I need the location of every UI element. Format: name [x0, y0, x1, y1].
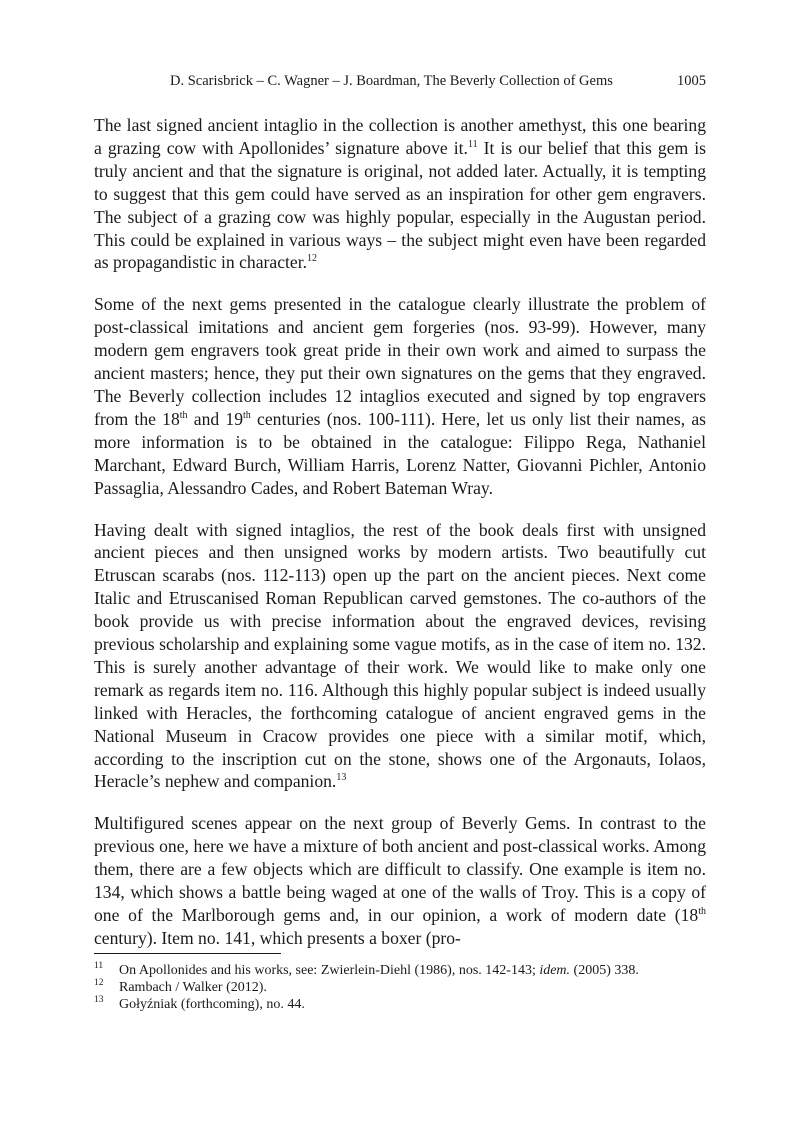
paragraph-4 [94, 812, 706, 949]
paragraph-3 [94, 519, 706, 794]
paragraph-3-text-a: Having dealt with signed intaglios, the rest of the book deals first with unsigned ancient pieces and then unsigned works by modern artists. Two beautifully cut Etruscan scarabs (nos. 112-113) open up the part on the ancient pieces. Next come Italic and Etruscanised Roman Republican carved gemstones. The co-authors of the book provide us with precise information about the engraved devices, revising previous scholarship and explaining some vague motifs, as in the case of item no. 132. This is surely another advantage of their work. We would like to make only one remark as regards item no. 116. Although this highly popular subject is indeed usually linked with Heracles, the forthcoming catalogue of ancient engraved gems in the National Museum in Cracow provides one piece with a similar motif, which, according to the inscription cut on the stone, shows one of the Argonauts, Iolaos, Heracle’s nephew and companion. [94, 519, 706, 792]
footnote-11 [94, 962, 706, 979]
footnote-text-italic: idem. [539, 963, 571, 978]
paragraph-2-text-a: Some of the next gems presented in the catalogue clearly illustrate the problem of post-classical imitations and ancient gem forgeries (nos. 93-99). However, many modern gem engravers took great pride in their own work and aimed to surpass the ancient masters; hence, they put their own signatures on the gems that they engraved. The Beverly collection includes 12 intaglios executed and signed by top engravers from the 18 [94, 294, 706, 429]
footnote-text [119, 962, 639, 979]
paragraph-1-text-a: The last signed ancient intaglio in the collection is another amethyst, this one bearing a grazing cow with Apollonides’ signature above it. [94, 115, 706, 158]
footnote-12 [94, 979, 706, 996]
paragraph-1 [94, 114, 706, 274]
paragraph-4-text-a: Multifigured scenes appear on the next group of Beverly Gems. In contrast to the previous one, here we have a mixture of both ancient and post-classical works. Among them, there are a few objects which are difficult to classify. One example is item no. 134, which shows a battle being waged at one of the walls of Troy. This is a copy of one of the Marlborough gems and, in our opinion, a work of modern date (18 [94, 813, 706, 925]
running-head [94, 73, 706, 90]
footnote-13 [94, 996, 706, 1013]
paragraph-2-text-c: centuries (nos. 100-111). Here, let us only list their names, as more information is to be obtained in the catalogue: Filippo Rega, Nathaniel Marchant, Edward Burch, William Harris, Lorenz Natter, Giovanni Pichler, Antonio Passaglia, Alessandro Cades, and Robert Bateman Wray. [94, 408, 707, 498]
superscript-th: th [698, 906, 706, 917]
footnote-ref-12[interactable]: 12 [307, 253, 317, 265]
footnote-ref-11[interactable]: 11 [467, 138, 478, 150]
footnote-number: 13 [94, 995, 104, 1005]
footnotes [94, 962, 706, 1013]
paragraph-4-text-b: century). Item no. 141, which presents a boxer (pro- [94, 927, 461, 948]
paragraph-2-text-b: and 19 [187, 408, 244, 429]
footnote-text: Gołyźniak (forthcoming), no. 44. [119, 997, 305, 1012]
superscript-th: th [243, 409, 251, 421]
footnote-text-pre: On Apollonides and his works, see: Zwierlein-Diehl (1986), nos. 142-143; [119, 963, 540, 978]
footnote-text: Rambach / Walker (2012). [119, 980, 267, 995]
footnote-divider [94, 953, 281, 954]
body-text [94, 114, 706, 969]
paragraph-1-text-b: It is our belief that this gem is truly ancient and that the signature is original, not added later. Actually, it is tempting to suggest that this gem could have served as an inspiration for other gem engravers. The subject of a grazing cow was highly popular, especially in the Augustan period. This could be explained in various ways – the subject might even have been regarded as propagandistic in character. [94, 137, 707, 273]
running-head-title: D. Scarisbrick – C. Wagner – J. Boardman, The Beverly Collection of Gems [170, 73, 613, 89]
superscript-th: th [179, 409, 188, 421]
footnote-ref-13[interactable]: 13 [336, 772, 347, 784]
footnote-number: 12 [94, 978, 104, 988]
paragraph-2 [94, 293, 706, 499]
footnote-number: 11 [94, 961, 104, 971]
footnote-text-post: (2005) 338. [570, 963, 639, 978]
page-number: 1005 [677, 73, 706, 89]
